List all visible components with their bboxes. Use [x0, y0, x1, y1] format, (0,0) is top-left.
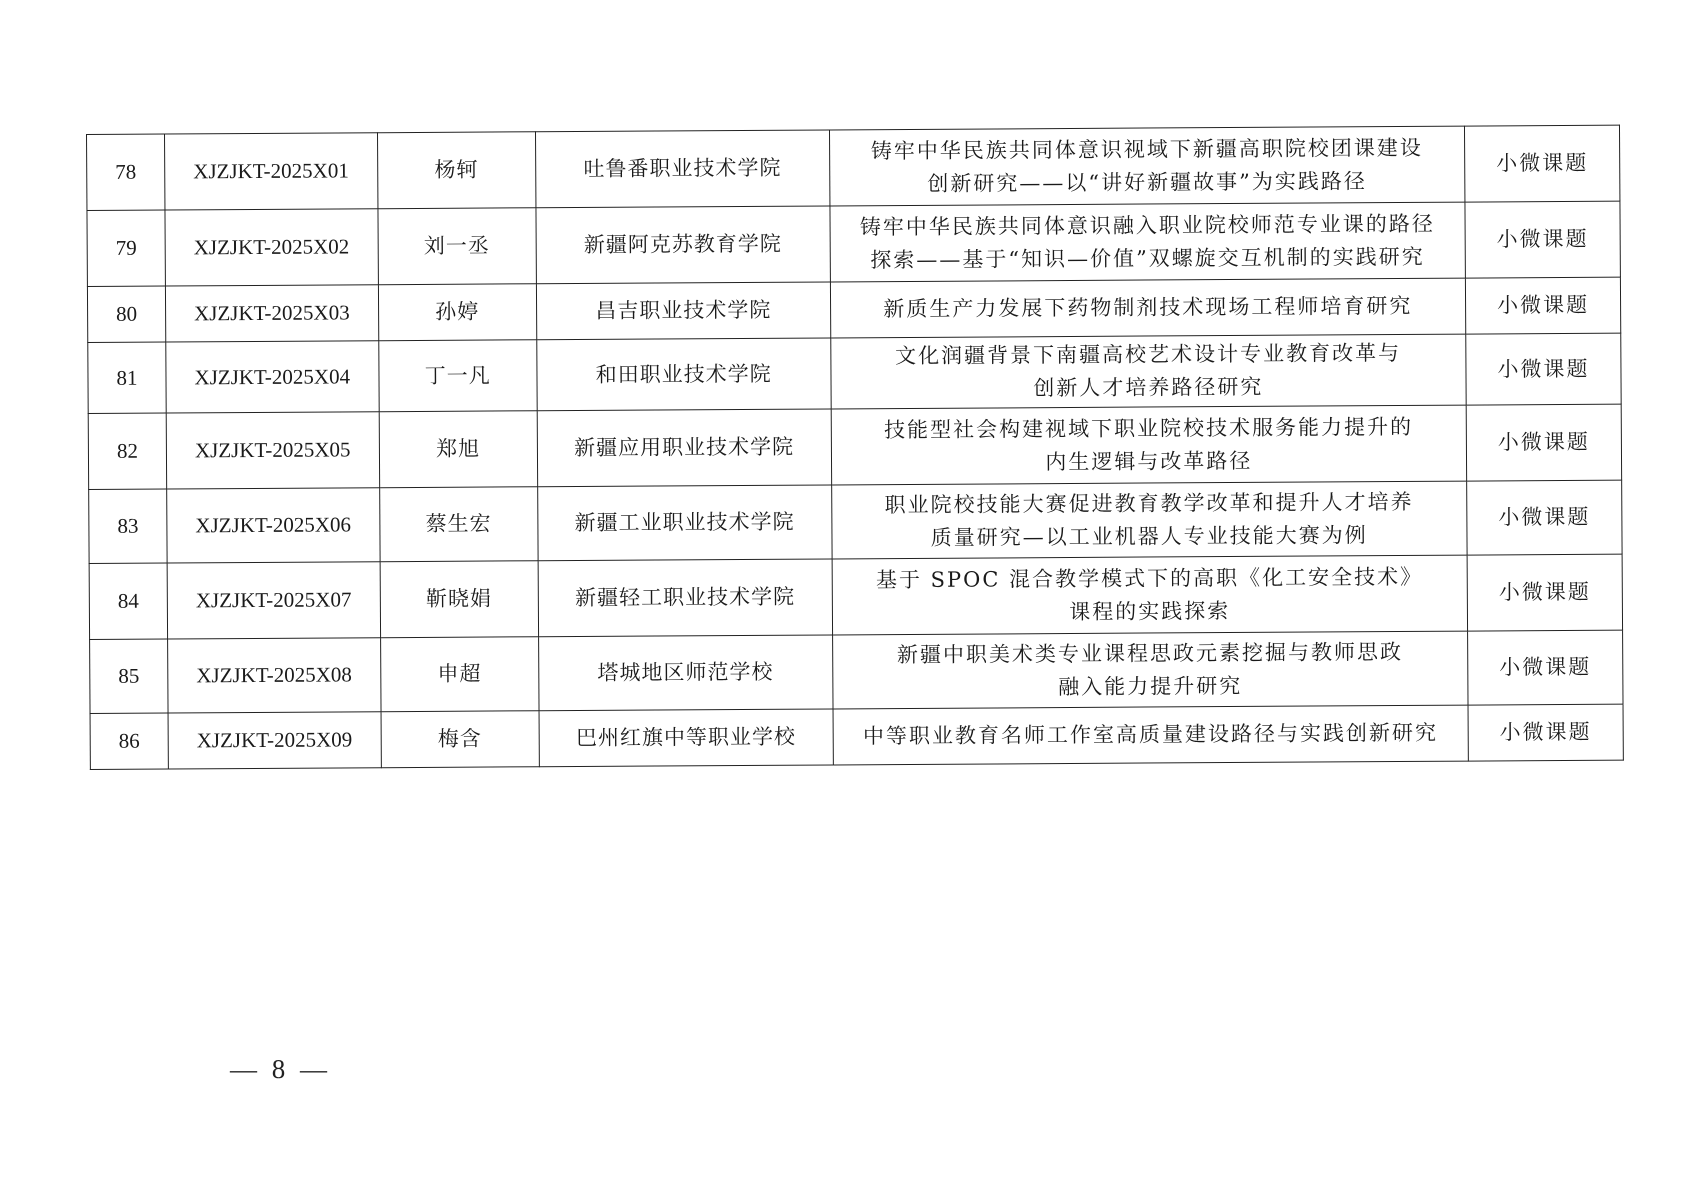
project-title-line: 中等职业教育名师工作室高质量建设路径与实践创新研究 — [862, 720, 1439, 749]
cell-project-title — [831, 405, 1467, 485]
cell-principal-name: 郑旭 — [379, 411, 538, 488]
cell-institution: 新疆阿克苏教育学院 — [536, 206, 830, 284]
cell-category: 小微课题 — [1467, 630, 1623, 705]
project-title-line: 创新人才培养路径研究 — [1033, 374, 1264, 401]
cell-principal-name: 刘一丞 — [377, 208, 536, 285]
cell-category: 小微课题 — [1465, 201, 1621, 278]
table-row — [89, 480, 1622, 563]
cell-category: 小微课题 — [1467, 554, 1623, 631]
cell-project-code: XJZJKT-2025X06 — [167, 488, 380, 563]
table-row — [90, 630, 1623, 713]
cell-project-title — [832, 555, 1468, 635]
cell-category: 小微课题 — [1468, 704, 1623, 761]
cell-project-title — [831, 481, 1467, 559]
project-title-line: 职业院校技能大赛促进教育教学改革和提升人才培养 — [884, 489, 1414, 518]
cell-institution: 巴州红旗中等职业学校 — [539, 709, 833, 767]
cell-category: 小微课题 — [1467, 480, 1623, 555]
cell-serial-number: 78 — [87, 134, 166, 210]
cell-institution: 和田职业技术学院 — [537, 338, 831, 411]
cell-project-title — [830, 334, 1466, 409]
cell-institution: 塔城地区师范学校 — [538, 635, 832, 711]
table-row — [88, 333, 1621, 413]
project-title-line: 铸牢中华民族共同体意识视域下新疆高职院校团课建设 — [870, 135, 1423, 164]
cell-project-title — [829, 126, 1465, 206]
project-title-line: 基于 SPOC 混合教学模式下的高职《化工安全技术》 — [875, 564, 1424, 593]
cell-project-title — [830, 278, 1466, 338]
table-row — [87, 277, 1620, 342]
project-title-line: 技能型社会构建视域下职业院校技术服务能力提升的 — [884, 414, 1414, 443]
cell-principal-name: 蔡生宏 — [379, 487, 538, 562]
table-row — [89, 554, 1622, 639]
table-body — [87, 125, 1624, 769]
cell-serial-number: 81 — [88, 342, 166, 413]
cell-category: 小微课题 — [1465, 277, 1620, 334]
cell-serial-number: 85 — [90, 639, 168, 713]
cell-principal-name: 申超 — [380, 637, 539, 712]
project-title-line: 融入能力提升研究 — [1058, 673, 1243, 699]
cell-project-code: XJZJKT-2025X07 — [167, 562, 380, 639]
cell-serial-number: 86 — [90, 713, 168, 769]
cell-project-code: XJZJKT-2025X03 — [165, 285, 378, 342]
cell-serial-number: 83 — [89, 489, 167, 563]
cell-principal-name: 孙婷 — [378, 284, 537, 341]
project-title-line: 内生逻辑与改革路径 — [1045, 448, 1253, 474]
project-list-table — [86, 125, 1624, 770]
cell-principal-name: 杨轲 — [377, 132, 536, 209]
cell-serial-number: 84 — [89, 563, 168, 639]
cell-project-title — [833, 705, 1469, 765]
project-title-line: 铸牢中华民族共同体意识融入职业院校师范专业课的路径 — [859, 211, 1435, 240]
project-title-line: 新质生产力发展下药物制剂技术现场工程师培育研究 — [883, 294, 1413, 322]
cell-principal-name: 丁一凡 — [378, 340, 537, 412]
project-title-line: 课程的实践探索 — [1069, 598, 1231, 624]
cell-project-code: XJZJKT-2025X01 — [165, 133, 378, 210]
cell-institution: 新疆轻工职业技术学院 — [538, 559, 832, 637]
cell-project-code: XJZJKT-2025X09 — [168, 712, 381, 769]
project-title-line: 文化润疆背景下南疆高校艺术设计专业教育改革与 — [895, 341, 1402, 369]
page-number: — 8 — — [230, 1054, 331, 1084]
project-title-line: 新疆中职美术类专业课程思政元素挖掘与教师思政 — [896, 639, 1404, 668]
cell-serial-number: 80 — [87, 286, 165, 342]
cell-category: 小微课题 — [1464, 125, 1620, 202]
cell-principal-name: 梅含 — [381, 711, 540, 768]
project-title-line: 探索——基于“知识—价值”双螺旋交互机制的实践研究 — [870, 244, 1425, 272]
cell-serial-number: 82 — [88, 413, 167, 489]
cell-category: 小微课题 — [1466, 333, 1622, 405]
cell-project-title — [830, 202, 1466, 282]
cell-serial-number: 79 — [87, 210, 166, 286]
project-title-line: 创新研究——以“讲好新疆故事”为实践路径 — [927, 168, 1367, 196]
cell-project-code: XJZJKT-2025X05 — [166, 412, 379, 489]
cell-institution: 吐鲁番职业技术学院 — [535, 130, 829, 208]
cell-institution: 新疆工业职业技术学院 — [537, 485, 831, 561]
cell-category: 小微课题 — [1466, 404, 1622, 481]
cell-project-code: XJZJKT-2025X04 — [166, 341, 379, 413]
project-title-line: 质量研究—以工业机器人专业技能大赛为例 — [930, 522, 1368, 550]
cell-institution: 昌吉职业技术学院 — [536, 282, 830, 340]
table-row — [90, 704, 1623, 769]
cell-project-code: XJZJKT-2025X02 — [165, 209, 378, 286]
table-row — [87, 125, 1620, 210]
cell-project-title — [832, 631, 1468, 709]
cell-institution: 新疆应用职业技术学院 — [537, 409, 831, 487]
table-row — [87, 201, 1620, 286]
table-row — [88, 404, 1621, 489]
cell-project-code: XJZJKT-2025X08 — [168, 638, 381, 713]
cell-principal-name: 靳晓娟 — [380, 561, 539, 638]
